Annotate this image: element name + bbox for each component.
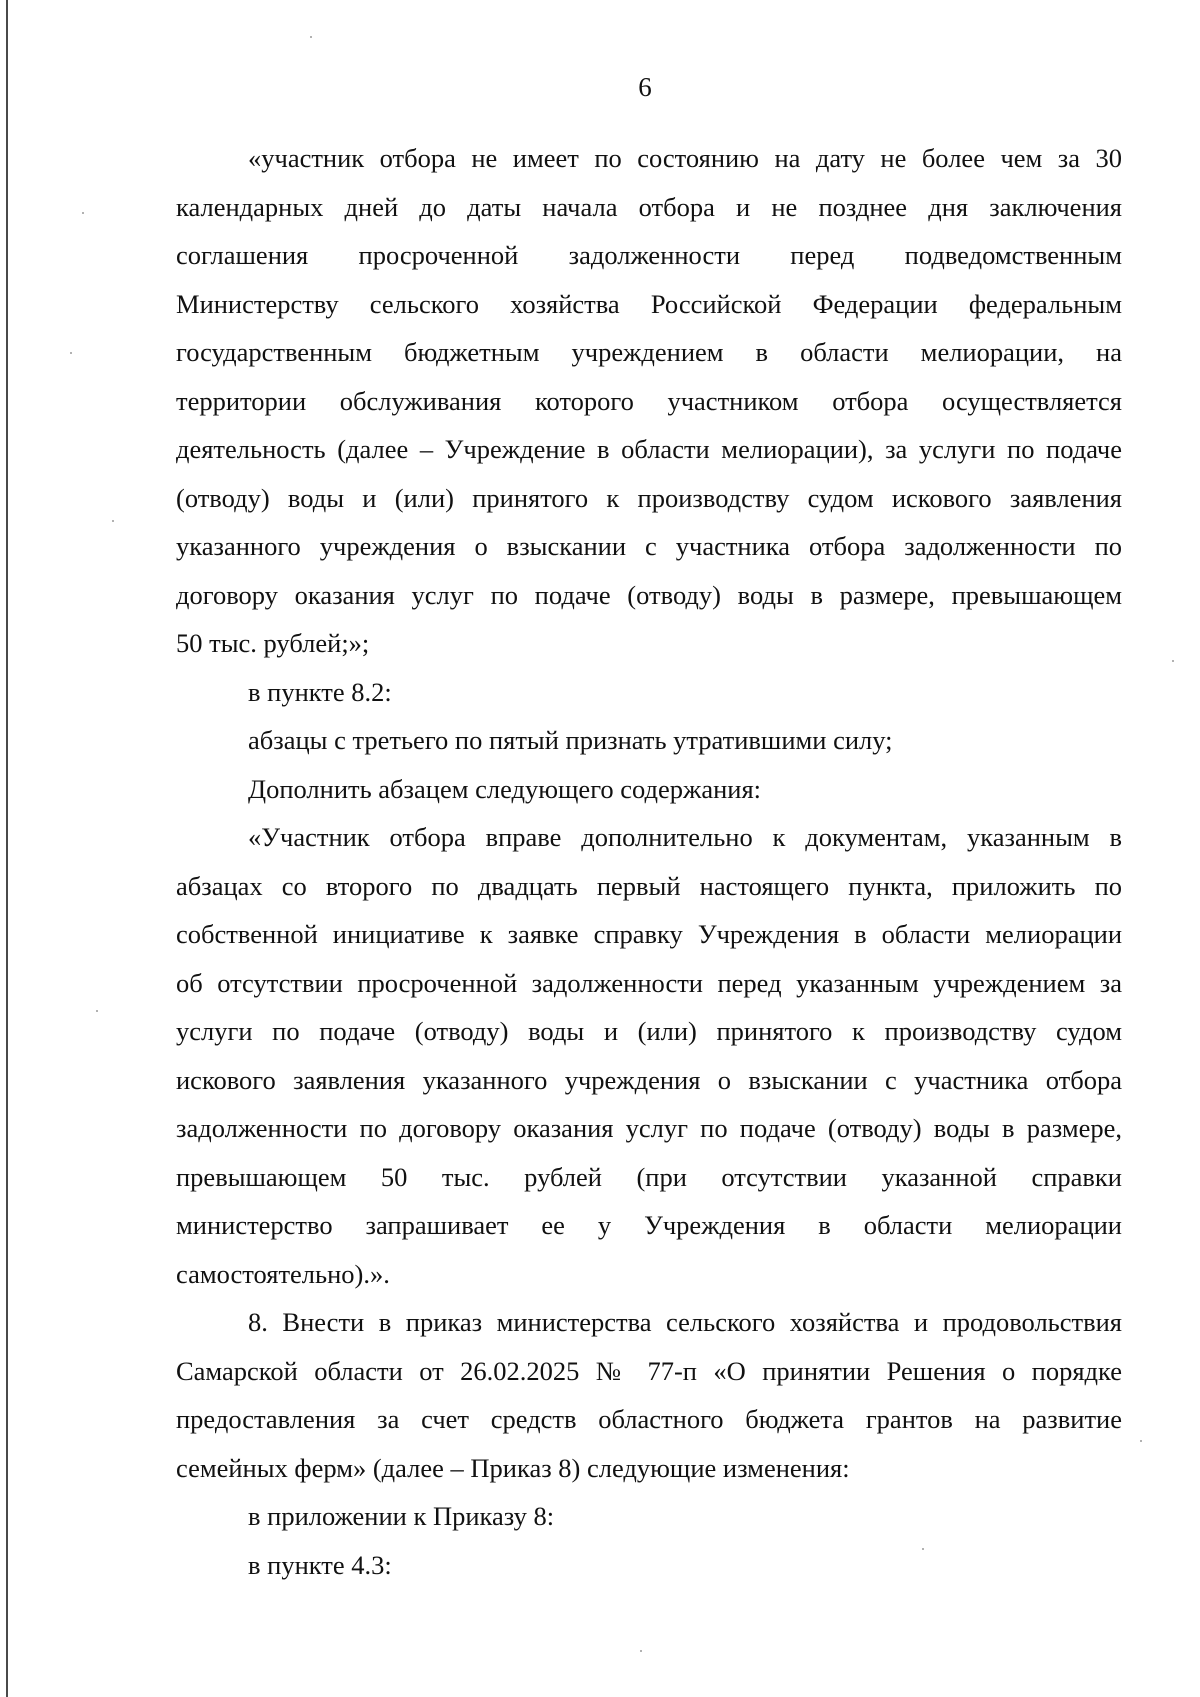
text-line: предоставления за счет средств областного бюджета грантов на развитие — [176, 1404, 1122, 1434]
text-line: в приложении к Приказу 8: — [248, 1501, 555, 1531]
text-line: министерство запрашивает ее у Учреждения в области мелиорации — [176, 1210, 1122, 1240]
text-line: указанного учреждения о взыскании с участника отбора задолженности по — [176, 531, 1122, 561]
text-line: 8. Внести в приказ министерства сельского хозяйства и продовольствия — [248, 1307, 1122, 1337]
text-line: собственной инициативе к заявке справку Учреждения в области мелиорации — [176, 919, 1122, 949]
text-line: Дополнить абзацем следующего содержания: — [248, 773, 762, 804]
text-line: превышающем 50 тыс. рублей (при отсутствии указанной справки — [176, 1161, 1122, 1192]
text-line: (отводу) воды и (или) принятого к производству судом искового заявления — [176, 482, 1122, 513]
text-line: в пункте 4.3: — [248, 1549, 392, 1580]
scan-speck — [112, 520, 114, 522]
text-line: Самарской области от 26.02.2025 № 77-п «О принятии Решения о порядке — [176, 1355, 1122, 1386]
text-line: семейных ферм» (далее – Приказ 8) следующие изменения: — [176, 1452, 850, 1483]
text-line: календарных дней до даты начала отбора и не позднее дня заключения — [176, 191, 1122, 222]
text-line: услуги по подаче (отводу) воды и (или) принятого к производству судом — [176, 1016, 1122, 1046]
scan-speck — [1172, 660, 1174, 662]
text-line: «участник отбора не имеет по состоянию на дату не более чем за 30 — [248, 143, 1122, 173]
scan-speck — [922, 1548, 924, 1550]
scan-speck — [70, 352, 72, 354]
scan-speck — [96, 1010, 98, 1012]
text-line: соглашения просроченной задолженности перед подведомственным — [176, 240, 1122, 270]
text-line: об отсутствии просроченной задолженности перед указанным учреждением за — [176, 967, 1122, 998]
scan-speck — [640, 1650, 642, 1652]
text-line: деятельность (далее – Учреждение в области мелиорации), за услуги по подаче — [176, 434, 1122, 464]
page-binding-edge — [6, 0, 8, 1697]
text-line: государственным бюджетным учреждением в области мелиорации, на — [176, 337, 1122, 367]
text-line: искового заявления указанного учреждения о взыскании с участника отбора — [176, 1064, 1122, 1095]
text-line: 50 тыс. рублей;»; — [176, 628, 370, 658]
text-line: Министерству сельского хозяйства Российской Федерации федеральным — [176, 288, 1122, 319]
scan-speck — [1140, 1440, 1142, 1442]
text-line: самостоятельно).». — [176, 1258, 390, 1289]
text-line: «Участник отбора вправе дополнительно к документам, указанным в — [248, 822, 1122, 852]
text-line: задолженности по договору оказания услуг по подаче (отводу) воды в размере, — [176, 1113, 1122, 1143]
scan-speck — [310, 36, 312, 38]
text-line: территории обслуживания которого участником отбора осуществляется — [176, 385, 1122, 416]
text-line: в пункте 8.2: — [248, 676, 392, 707]
text-line: договору оказания услуг по подаче (отводу) воды в размере, превышающем — [176, 579, 1122, 610]
scan-speck — [82, 212, 84, 214]
page-number: 6 — [638, 72, 652, 102]
document-body — [176, 134, 1122, 1589]
text-line: абзацах со второго по двадцать первый настоящего пункта, приложить по — [176, 870, 1122, 901]
text-line: абзацы с третьего по пятый признать утратившими силу; — [248, 725, 893, 755]
